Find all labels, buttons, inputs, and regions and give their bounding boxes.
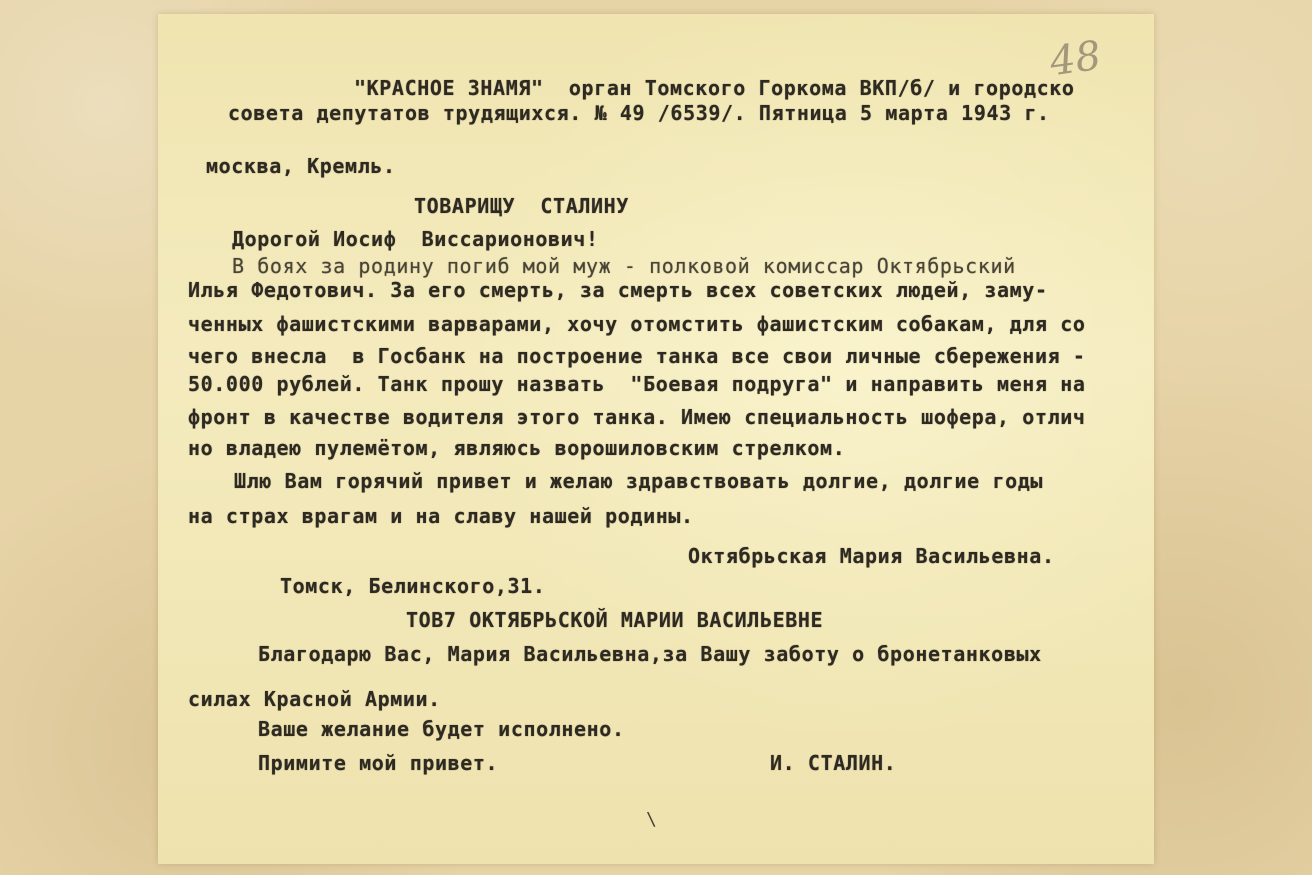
reply-signature: И. СТАЛИН. — [770, 751, 897, 775]
letter-body-line-7: но владею пулемётом, являюсь ворошиловским стрелком. — [188, 436, 846, 460]
letter-body-line-3: ченных фашистскими варварами, хочу отомстить фашистским собакам, для со — [188, 312, 1086, 336]
letter-body-line-5: 50.000 рублей. Танк прошу назвать "Боевая подруга" и направить меня на — [188, 372, 1086, 396]
letter-heading: ТОВАРИЩУ СТАЛИНУ — [414, 194, 629, 218]
reply-line-4: Примите мой привет. — [258, 751, 499, 775]
letter-sender-address: Томск, Белинского,31. — [280, 574, 546, 598]
archive-number: 48 — [1047, 32, 1104, 86]
letter-body-line-4: чего внесла в Госбанк на построение танка все свои личные сбережения - — [188, 344, 1086, 368]
reply-line-3: Ваше желание будет исполнено. — [258, 717, 625, 741]
letter-body-line-8: Шлю Вам горячий привет и желаю здравствовать долгие, долгие годы — [234, 469, 1044, 493]
letter-salutation: Дорогой Иосиф Виссарионович! — [232, 227, 599, 251]
reply-line-2: силах Красной Армии. — [188, 687, 441, 711]
reply-heading: ТОВ7 ОКТЯБРЬСКОЙ МАРИИ ВАСИЛЬЕВНЕ — [406, 608, 824, 632]
pencil-mark: \ — [646, 809, 657, 830]
document-sheet — [158, 14, 1154, 864]
letter-body-line-6: фронт в качестве водителя этого танка. Имею специальность шофера, отлич — [188, 405, 1086, 429]
letter-body-line-9: на страх врагам и на славу нашей родины. — [188, 504, 694, 528]
letter-signature: Октябрьская Мария Васильевна. — [688, 544, 1055, 568]
letter-body-line-2: Илья Федотович. За его смерть, за смерть всех советских людей, заму- — [188, 278, 1048, 302]
letter-address: москва, Кремль. — [206, 154, 396, 178]
letter-body-line-1: В боях за родину погиб мой муж - полковой комиссар Октябрьский — [232, 254, 1016, 278]
header-line-1: "КРАСНОЕ ЗНАМЯ" орган Томского Горкома ВКП/б/ и городско — [354, 76, 1075, 100]
header-line-2: совета депутатов трудящихся. № 49 /6539/. Пятница 5 марта 1943 г. — [228, 101, 1050, 125]
reply-line-1: Благодарю Вас, Мария Васильевна,за Вашу заботу о бронетанковых — [258, 642, 1042, 666]
